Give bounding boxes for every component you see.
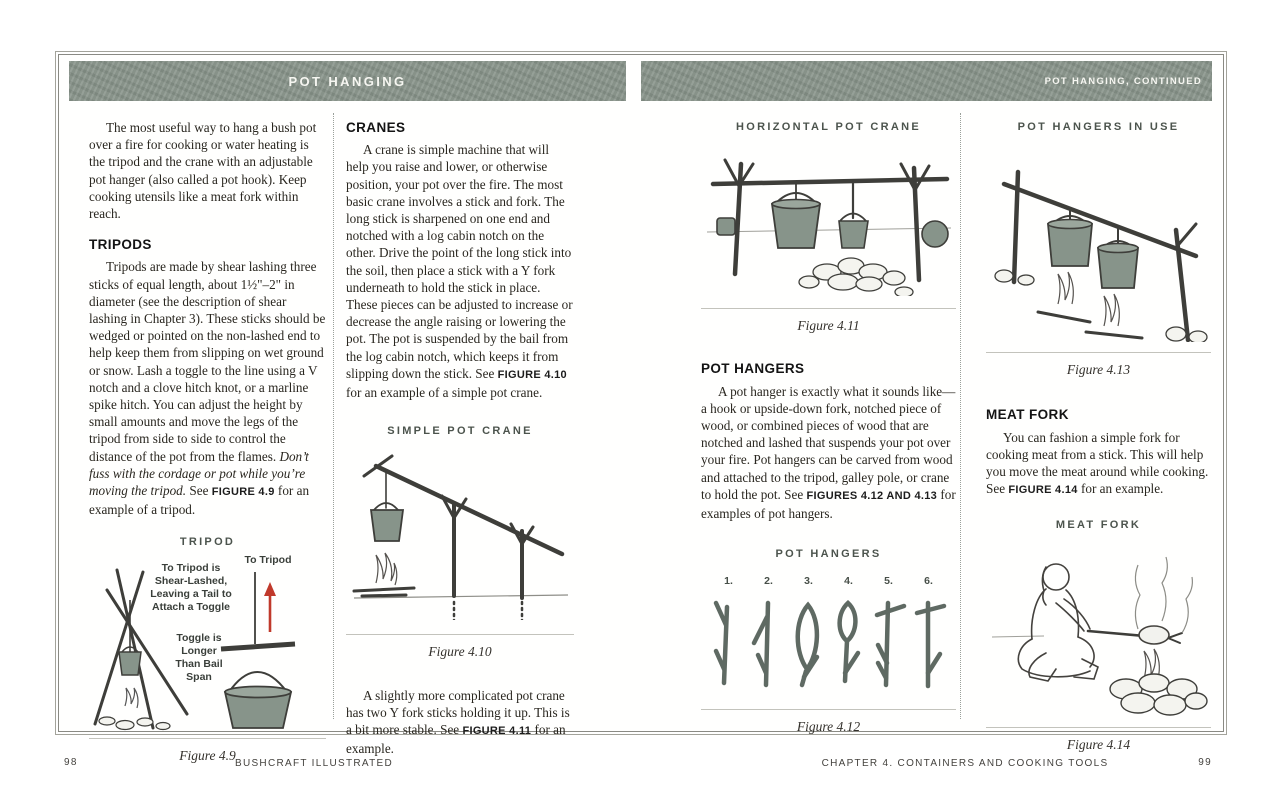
crane-more-text-2: for an example. bbox=[346, 722, 566, 757]
column-4 bbox=[986, 119, 1211, 753]
figure-4-12-caption: Figure 4.12 bbox=[796, 718, 861, 734]
figure-4-12-title: POT HANGERS bbox=[775, 548, 882, 561]
section-title-right: POT HANGING, CONTINUED bbox=[1044, 75, 1202, 87]
hanger-number: 2. bbox=[764, 575, 773, 588]
pot-hangers-in-use-drawing bbox=[986, 144, 1211, 342]
figure-4-13-caption: Figure 4.13 bbox=[1066, 362, 1131, 378]
hanger-number-row bbox=[709, 573, 949, 590]
simple-pot-crane-drawing bbox=[346, 448, 574, 620]
meat-fork-heading: MEAT FORK bbox=[986, 407, 1069, 423]
figure-4-9-illustration bbox=[89, 553, 326, 732]
section-banner-right bbox=[641, 61, 1212, 101]
figure-4-10-reference: FIGURE 4.10 bbox=[497, 368, 567, 381]
figure-4-13-illustration bbox=[986, 144, 1211, 342]
section-title-left: POT HANGING bbox=[288, 73, 407, 89]
figure-4-9-rule bbox=[89, 738, 326, 739]
figure-4-9-label-lashing: To Tripod is Shear-Lashed, Leaving a Tail to Attach a Toggle bbox=[150, 561, 232, 613]
meat-fork-scene-drawing bbox=[986, 541, 1211, 719]
meat-fork-paragraph bbox=[986, 429, 1211, 500]
figure-4-11-title: HORIZONTAL POT CRANE bbox=[736, 121, 921, 133]
figure-4-13-rule bbox=[986, 352, 1211, 353]
section-banner-left bbox=[69, 61, 626, 101]
meat-fork-text: You can fashion a simple fork for cooking meat from a stick. This will help you move the meat around while cooking. See bbox=[986, 429, 1209, 497]
horizontal-pot-crane-drawing bbox=[701, 144, 956, 296]
running-footer-chapter-title: CHAPTER 4. CONTAINERS AND COOKING TOOLS bbox=[821, 758, 1109, 769]
intro-paragraph: The most useful way to hang a bush pot over a fire for cooking or water heating is the tripod and the crane with an adjustable pot hanger (also called a pot hook). Keep cooking utensils like a meat fork within reach. bbox=[89, 120, 317, 222]
tripods-text-3: for an example of a tripod. bbox=[89, 483, 310, 518]
page-number-right: 99 bbox=[1198, 757, 1212, 768]
hanger-number: 4. bbox=[844, 575, 853, 588]
figure-4-10-caption: Figure 4.10 bbox=[428, 644, 492, 660]
hanger-number: 5. bbox=[884, 575, 893, 588]
figure-4-14-illustration bbox=[986, 541, 1211, 719]
figure-4-9-reference: FIGURE 4.9 bbox=[211, 486, 275, 499]
cranes-text: A crane is simple machine that will help you raise and lower, or otherwise position, your pot over the fire. The most basic crane involves a stick and fork. The long stick is sharpened on one end and notched with a log cabin notch on the other. Drive the point of the long stick into the soil, then place a stick with a Y fork underneath to hold the stick in place. These pieces can be adjusted to increase or decrease the angle raising or lowering the pot. The pot is suspended by the bail from the log cabin notch, which keeps it from slipping down the stick. See bbox=[346, 142, 573, 381]
running-footer-book-title: BUSHCRAFT ILLUSTRATED bbox=[234, 758, 394, 769]
cranes-heading: CRANES bbox=[346, 120, 406, 135]
hanger-number: 6. bbox=[924, 575, 933, 588]
figure-4-9-label-toggle: Toggle is Longer Than Bail Span bbox=[175, 631, 223, 683]
figure-4-14-title: MEAT FORK bbox=[1055, 519, 1142, 532]
figure-4-13-title: POT HANGERS IN USE bbox=[1017, 121, 1180, 133]
crane-more-paragraph bbox=[346, 687, 574, 758]
pot-hangers-text-2: for examples of pot hangers. bbox=[701, 486, 956, 522]
figure-4-11-rule bbox=[701, 308, 956, 309]
tripods-text: Tripods are made by shear lashing three sticks of equal length, about 1½"–2" in diameter (see the description of shear lashing in Chapter 3). These sticks should be wedged or pointed on the non-lashed end to help keep them from slipping on wet ground or snow. Lash a toggle to the line using a V notch and a clove hitch knot, or a marline spike hitch. You can adjust the height by small amounts and move the legs of the tripod from side to side to control the distance of the pot from the flames. bbox=[89, 259, 326, 464]
figure-4-11-illustration bbox=[701, 144, 956, 296]
page-number-left: 98 bbox=[64, 757, 78, 768]
tripods-paragraph bbox=[89, 258, 326, 518]
up-arrow-icon bbox=[264, 582, 276, 632]
crane-more-text: A slightly more complicated pot crane has two Y fork sticks holding it up. This is a bit more stable. See bbox=[346, 687, 570, 738]
meat-fork-text-2: for an example. bbox=[1077, 481, 1164, 497]
figure-4-12-illustration bbox=[709, 593, 949, 693]
figure-4-9-label-to-tripod: To Tripod bbox=[244, 553, 292, 566]
figure-4-10-title: SIMPLE POT CRANE bbox=[387, 425, 533, 438]
figure-4-14-caption: Figure 4.14 bbox=[1066, 736, 1131, 752]
figure-4-11-caption: Figure 4.11 bbox=[797, 318, 860, 334]
figure-4-11-reference: FIGURE 4.11 bbox=[462, 725, 532, 738]
figure-4-14-rule bbox=[986, 727, 1211, 728]
figure-4-12-rule bbox=[701, 709, 956, 710]
pot-hangers-heading: POT HANGERS bbox=[701, 361, 805, 377]
figure-4-14-reference: FIGURE 4.14 bbox=[1008, 484, 1078, 497]
column-2 bbox=[346, 119, 574, 757]
hanger-number: 1. bbox=[724, 575, 733, 588]
pot-hanger-shapes-drawing bbox=[709, 593, 949, 693]
hanger-number: 3. bbox=[804, 575, 813, 588]
figure-4-9-caption: Figure 4.9 bbox=[179, 747, 236, 763]
pot-hangers-text: A pot hanger is exactly what it sounds like—a hook or upside-down fork, notched piece of wood, or combined pieces of wood that are notched and lashed that suspends your pot over your fire. Pot hangers can be carved from wood and attached to the tripod, galley pole, or crane to hold the pot. See bbox=[701, 383, 956, 502]
column-divider-left bbox=[333, 113, 334, 719]
tripods-italic-note: Don’t fuss with the cordage or pot while you’re moving the tripod. bbox=[89, 448, 309, 499]
cranes-paragraph bbox=[346, 141, 574, 401]
pot-hangers-paragraph bbox=[701, 383, 956, 523]
column-divider-right bbox=[960, 113, 961, 719]
figure-4-9-title: TRIPOD bbox=[179, 536, 236, 549]
column-3 bbox=[701, 119, 956, 735]
tripods-text-2: See bbox=[186, 483, 212, 499]
figures-4-12-4-13-reference: FIGURES 4.12 AND 4.13 bbox=[806, 489, 938, 502]
figure-4-10-rule bbox=[346, 634, 574, 635]
cranes-text-2: for an example of a simple pot crane. bbox=[346, 385, 543, 401]
column-1 bbox=[89, 119, 326, 764]
tripods-heading: TRIPODS bbox=[89, 237, 152, 253]
figure-4-10-illustration bbox=[346, 448, 574, 620]
